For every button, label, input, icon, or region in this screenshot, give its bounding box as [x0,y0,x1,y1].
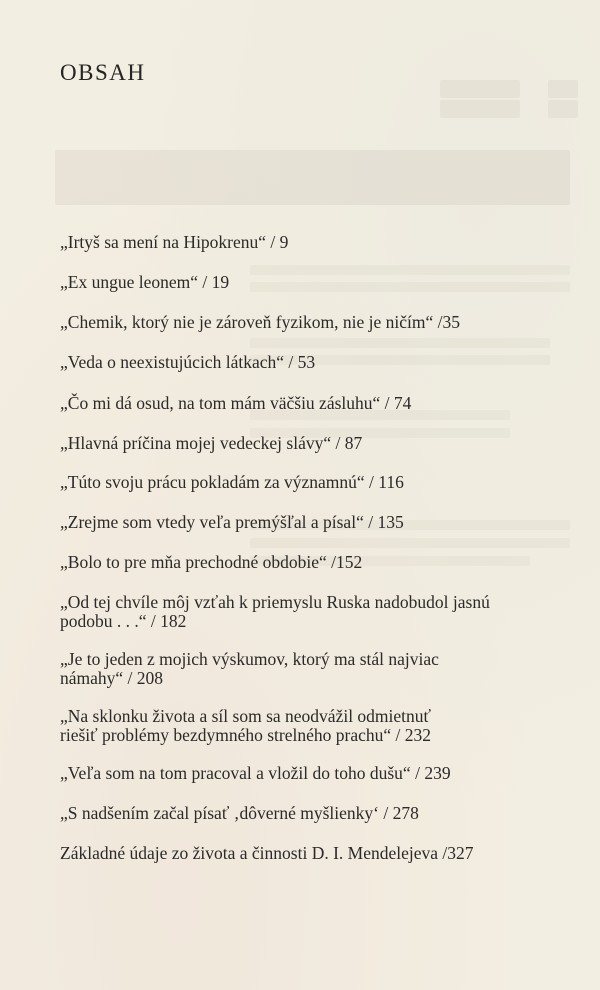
toc-entry [60,353,550,372]
toc-entry-text: „Túto svoju prácu pokladám za významnú“ / 116 [60,472,404,492]
toc-entry-text: podobu . . .“ / 182 [60,611,187,631]
toc-entry [60,273,550,292]
toc-entry [60,434,550,453]
show-through-line [250,538,570,548]
toc-entry [60,804,550,823]
toc-entry-text: „Veda o neexistujúcich látkach“ / 53 [60,352,316,372]
toc-entry-text: riešiť problémy bezdymného strelného prachu“ / 232 [60,725,431,745]
toc-entry-text: „Hlavná príčina mojej vedeckej slávy“ / 87 [60,433,363,453]
toc-entry-text: „Od tej chvíle môj vzťah k priemyslu Ruska nadobudol jasnú [60,592,490,612]
show-through-block [440,100,520,118]
toc-entry [60,764,550,783]
toc-entry-text: „S nadšením začal písať ‚dôverné myšlienky‘ / 278 [60,803,419,823]
toc-entry-text: „Irtyš sa mení na Hipokrenu“ / 9 [60,232,289,252]
toc-entry [60,473,550,492]
show-through-block [548,100,578,118]
toc-entry [60,394,550,413]
show-through-title-block [55,150,570,205]
toc-entry [60,707,550,745]
toc-entry-text: „Je to jeden z mojich výskumov, ktorý ma stál najviac [60,649,439,669]
toc-entry-text: „Zrejme som vtedy veľa premýšľal a písal“ / 135 [60,512,404,532]
toc-entry [60,593,550,631]
toc-entry-text: „Na sklonku života a síl som sa neodvážil odmietnuť [60,706,432,726]
toc-entry [60,513,550,532]
page-title: OBSAH [60,60,146,85]
show-through-block [440,80,520,98]
toc-entry-text: „Bolo to pre mňa prechodné obdobie“ /152 [60,552,363,572]
toc-entry [60,553,550,572]
toc-entry [60,650,550,688]
show-through-block [548,80,578,98]
toc-entry-text: námahy“ / 208 [60,668,164,688]
toc-entry-text: „Čo mi dá osud, na tom mám väčšiu zásluhu“ / 74 [60,393,412,413]
toc-entry-text: Základné údaje zo života a činnosti D. I. Mendelejeva /327 [60,843,474,863]
toc-entry [60,233,550,252]
toc-entry-text: „Ex ungue leonem“ / 19 [60,272,230,292]
toc-entry [60,313,550,332]
show-through-line [250,338,550,348]
toc-entry [60,844,550,863]
toc-entry-text: „Chemik, ktorý nie je zároveň fyzikom, nie je ničím“ /35 [60,312,460,332]
toc-entry-text: „Veľa som na tom pracoval a vložil do toho dušu“ / 239 [60,763,451,783]
